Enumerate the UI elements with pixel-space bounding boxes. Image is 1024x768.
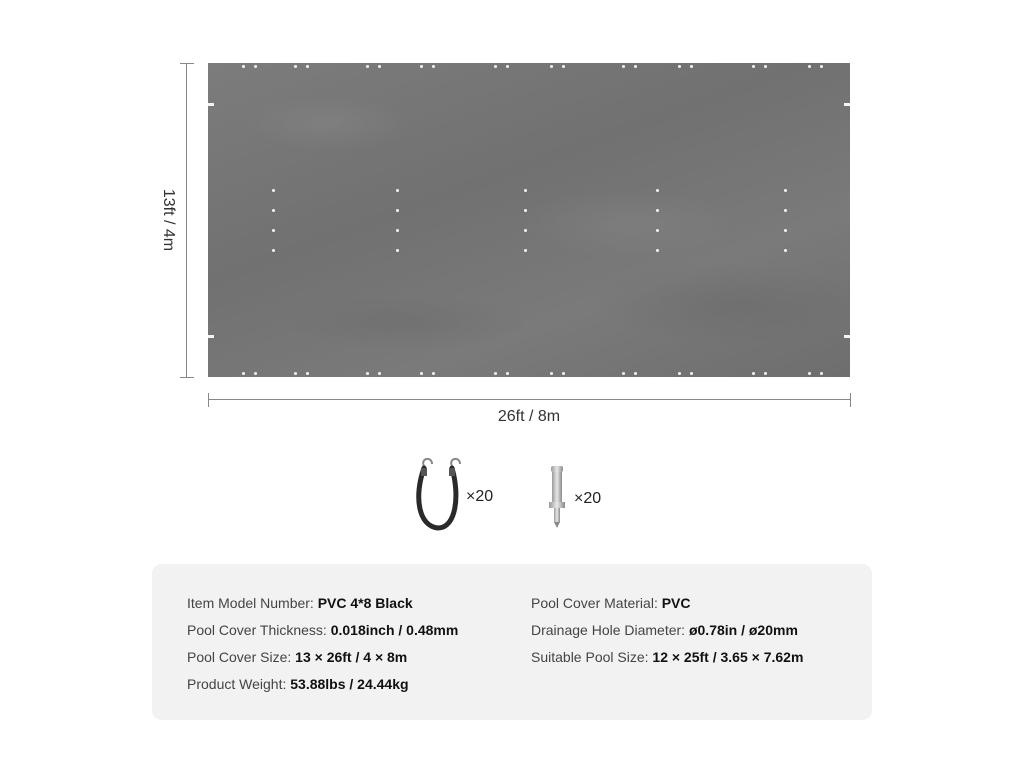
grommet bbox=[396, 249, 399, 252]
spec-value: 12 × 25ft / 3.65 × 7.62m bbox=[652, 649, 804, 665]
grommet bbox=[622, 65, 625, 68]
spec-key: Drainage Hole Diameter: bbox=[531, 622, 689, 638]
grommet bbox=[764, 65, 767, 68]
grommet bbox=[524, 229, 527, 232]
grommet bbox=[656, 229, 659, 232]
grommet bbox=[272, 249, 275, 252]
height-dimension-line bbox=[186, 63, 187, 377]
edge-tab bbox=[844, 335, 850, 338]
spec-key: Item Model Number: bbox=[187, 595, 318, 611]
grommet bbox=[524, 249, 527, 252]
grommet bbox=[524, 209, 527, 212]
spec-row bbox=[187, 648, 458, 675]
grommet bbox=[524, 189, 527, 192]
grommet bbox=[272, 229, 275, 232]
grommet bbox=[506, 372, 509, 375]
grommet bbox=[808, 65, 811, 68]
grommet bbox=[420, 372, 423, 375]
grommet bbox=[656, 189, 659, 192]
spec-key: Pool Cover Material: bbox=[531, 595, 662, 611]
grommet bbox=[494, 65, 497, 68]
spec-value: ø0.78in / ø20mm bbox=[688, 622, 798, 638]
grommet bbox=[690, 65, 693, 68]
grommet bbox=[784, 209, 787, 212]
grommet bbox=[752, 65, 755, 68]
grommet bbox=[242, 65, 245, 68]
grommet bbox=[254, 65, 257, 68]
grommet bbox=[656, 209, 659, 212]
grommet bbox=[784, 229, 787, 232]
edge-tab bbox=[208, 103, 214, 106]
grommet bbox=[784, 249, 787, 252]
grommet bbox=[378, 372, 381, 375]
grommet bbox=[272, 209, 275, 212]
grommet bbox=[306, 65, 309, 68]
spec-row bbox=[187, 594, 458, 621]
spec-key: Pool Cover Thickness: bbox=[187, 622, 331, 638]
bungee-quantity: ×20 bbox=[466, 487, 494, 505]
edge-tab bbox=[208, 335, 214, 338]
spec-value: 0.018inch / 0.48mm bbox=[330, 622, 459, 638]
spec-value: 53.88lbs / 24.44kg bbox=[290, 676, 409, 692]
accessory-bungee bbox=[410, 456, 493, 537]
bungee-cord-icon bbox=[410, 456, 466, 537]
grommet bbox=[396, 229, 399, 232]
grommet bbox=[622, 372, 625, 375]
width-dimension-cap-right bbox=[850, 393, 851, 407]
grommet bbox=[506, 65, 509, 68]
grommet bbox=[366, 372, 369, 375]
grommet bbox=[366, 65, 369, 68]
grommet bbox=[254, 372, 257, 375]
spec-row bbox=[187, 621, 458, 648]
spec-value: PVC bbox=[661, 595, 691, 611]
spec-row bbox=[531, 594, 803, 621]
spec-key: Pool Cover Size: bbox=[187, 649, 296, 665]
spec-row bbox=[531, 621, 803, 648]
grommet bbox=[494, 372, 497, 375]
spec-row bbox=[531, 648, 803, 675]
grommet bbox=[242, 372, 245, 375]
grommet bbox=[396, 189, 399, 192]
grommet bbox=[764, 372, 767, 375]
grommet bbox=[634, 65, 637, 68]
pool-cover-image bbox=[208, 63, 850, 377]
spec-key: Suitable Pool Size: bbox=[531, 649, 653, 665]
grommet bbox=[432, 65, 435, 68]
grommet bbox=[432, 372, 435, 375]
grommet bbox=[808, 372, 811, 375]
specifications-left-column bbox=[187, 594, 458, 702]
grommet bbox=[550, 65, 553, 68]
grommet bbox=[272, 189, 275, 192]
grommet bbox=[634, 372, 637, 375]
spec-value: 13 × 26ft / 4 × 8m bbox=[295, 649, 408, 665]
grommet bbox=[294, 65, 297, 68]
grommet bbox=[820, 65, 823, 68]
height-dimension-cap-top bbox=[180, 63, 194, 64]
stake-quantity: ×20 bbox=[574, 489, 602, 507]
height-label: 13ft / 4m bbox=[160, 188, 177, 252]
spec-key: Product Weight: bbox=[187, 676, 291, 692]
grommet bbox=[690, 372, 693, 375]
width-dimension-cap-left bbox=[208, 393, 209, 407]
grommet bbox=[420, 65, 423, 68]
spec-row bbox=[187, 675, 458, 702]
edge-tab bbox=[844, 103, 850, 106]
grommet bbox=[378, 65, 381, 68]
grommet bbox=[752, 372, 755, 375]
spec-value: PVC 4*8 Black bbox=[317, 595, 413, 611]
accessory-stake bbox=[542, 462, 601, 535]
height-dimension-cap-bottom bbox=[180, 377, 194, 378]
grommet bbox=[820, 372, 823, 375]
grommet bbox=[562, 372, 565, 375]
grommet bbox=[306, 372, 309, 375]
grommet bbox=[656, 249, 659, 252]
grommet bbox=[550, 372, 553, 375]
ground-stake-icon bbox=[542, 462, 572, 535]
grommet bbox=[294, 372, 297, 375]
grommet bbox=[678, 65, 681, 68]
specifications-right-column bbox=[531, 594, 803, 675]
specifications-panel bbox=[152, 564, 872, 720]
grommet bbox=[784, 189, 787, 192]
grommet bbox=[396, 209, 399, 212]
width-dimension-line bbox=[208, 399, 850, 400]
grommet bbox=[678, 372, 681, 375]
width-label: 26ft / 8m bbox=[497, 408, 561, 425]
grommet bbox=[562, 65, 565, 68]
